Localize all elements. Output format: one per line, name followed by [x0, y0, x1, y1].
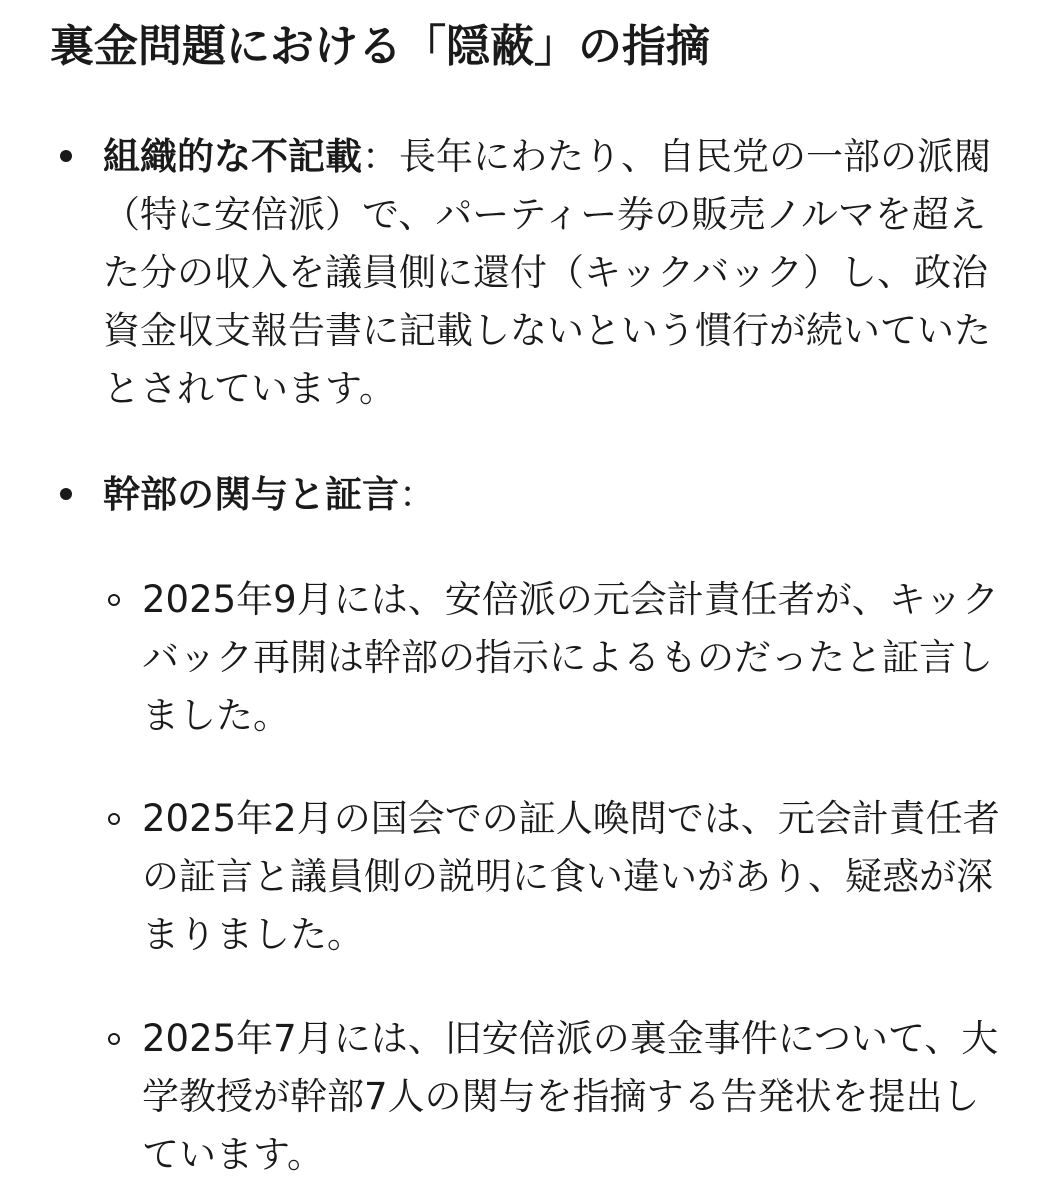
list-item-body: 長年にわたり、自民党の一部の派閥（特に安倍派）で、パーティー券の販売ノルマを超えた分の収入を議員側に還付（キックバック）し、政治資金収支報告書に記載しないという慣行が続いていたとされています。 [103, 135, 991, 410]
bullet-disc-icon [60, 150, 72, 162]
list-item-text [103, 128, 1003, 418]
sub-list-item-text: 2025年2月の国会での証人喚問では、元会計責任者の証言と議員側の説明に食い違いがあり、疑惑が深まりました。 [142, 797, 1000, 956]
bullet-circle-icon [108, 1033, 120, 1045]
bullet-disc-icon [60, 488, 72, 500]
section-heading: 裏金問題における「隠蔽」の指摘 [50, 21, 710, 72]
bullet-circle-icon [108, 594, 120, 606]
list-item-text [103, 466, 1003, 524]
list-item-separator: ： [399, 473, 436, 516]
sub-list-item-text: 2025年9月には、安倍派の元会計責任者が、キックバック再開は幹部の指示によるものだったと証言しました。 [142, 578, 999, 737]
sub-list-item-text: 2025年7月には、旧安倍派の裏金事件について、大学教授が幹部7人の関与を指摘する告発状を提出しています。 [142, 1017, 999, 1176]
bullet-circle-icon [108, 813, 120, 825]
list-item-separator: ： [362, 135, 399, 178]
list-item-lead: 幹部の関与と証言 [103, 473, 399, 516]
list-item-lead: 組織的な不記載 [103, 135, 362, 178]
